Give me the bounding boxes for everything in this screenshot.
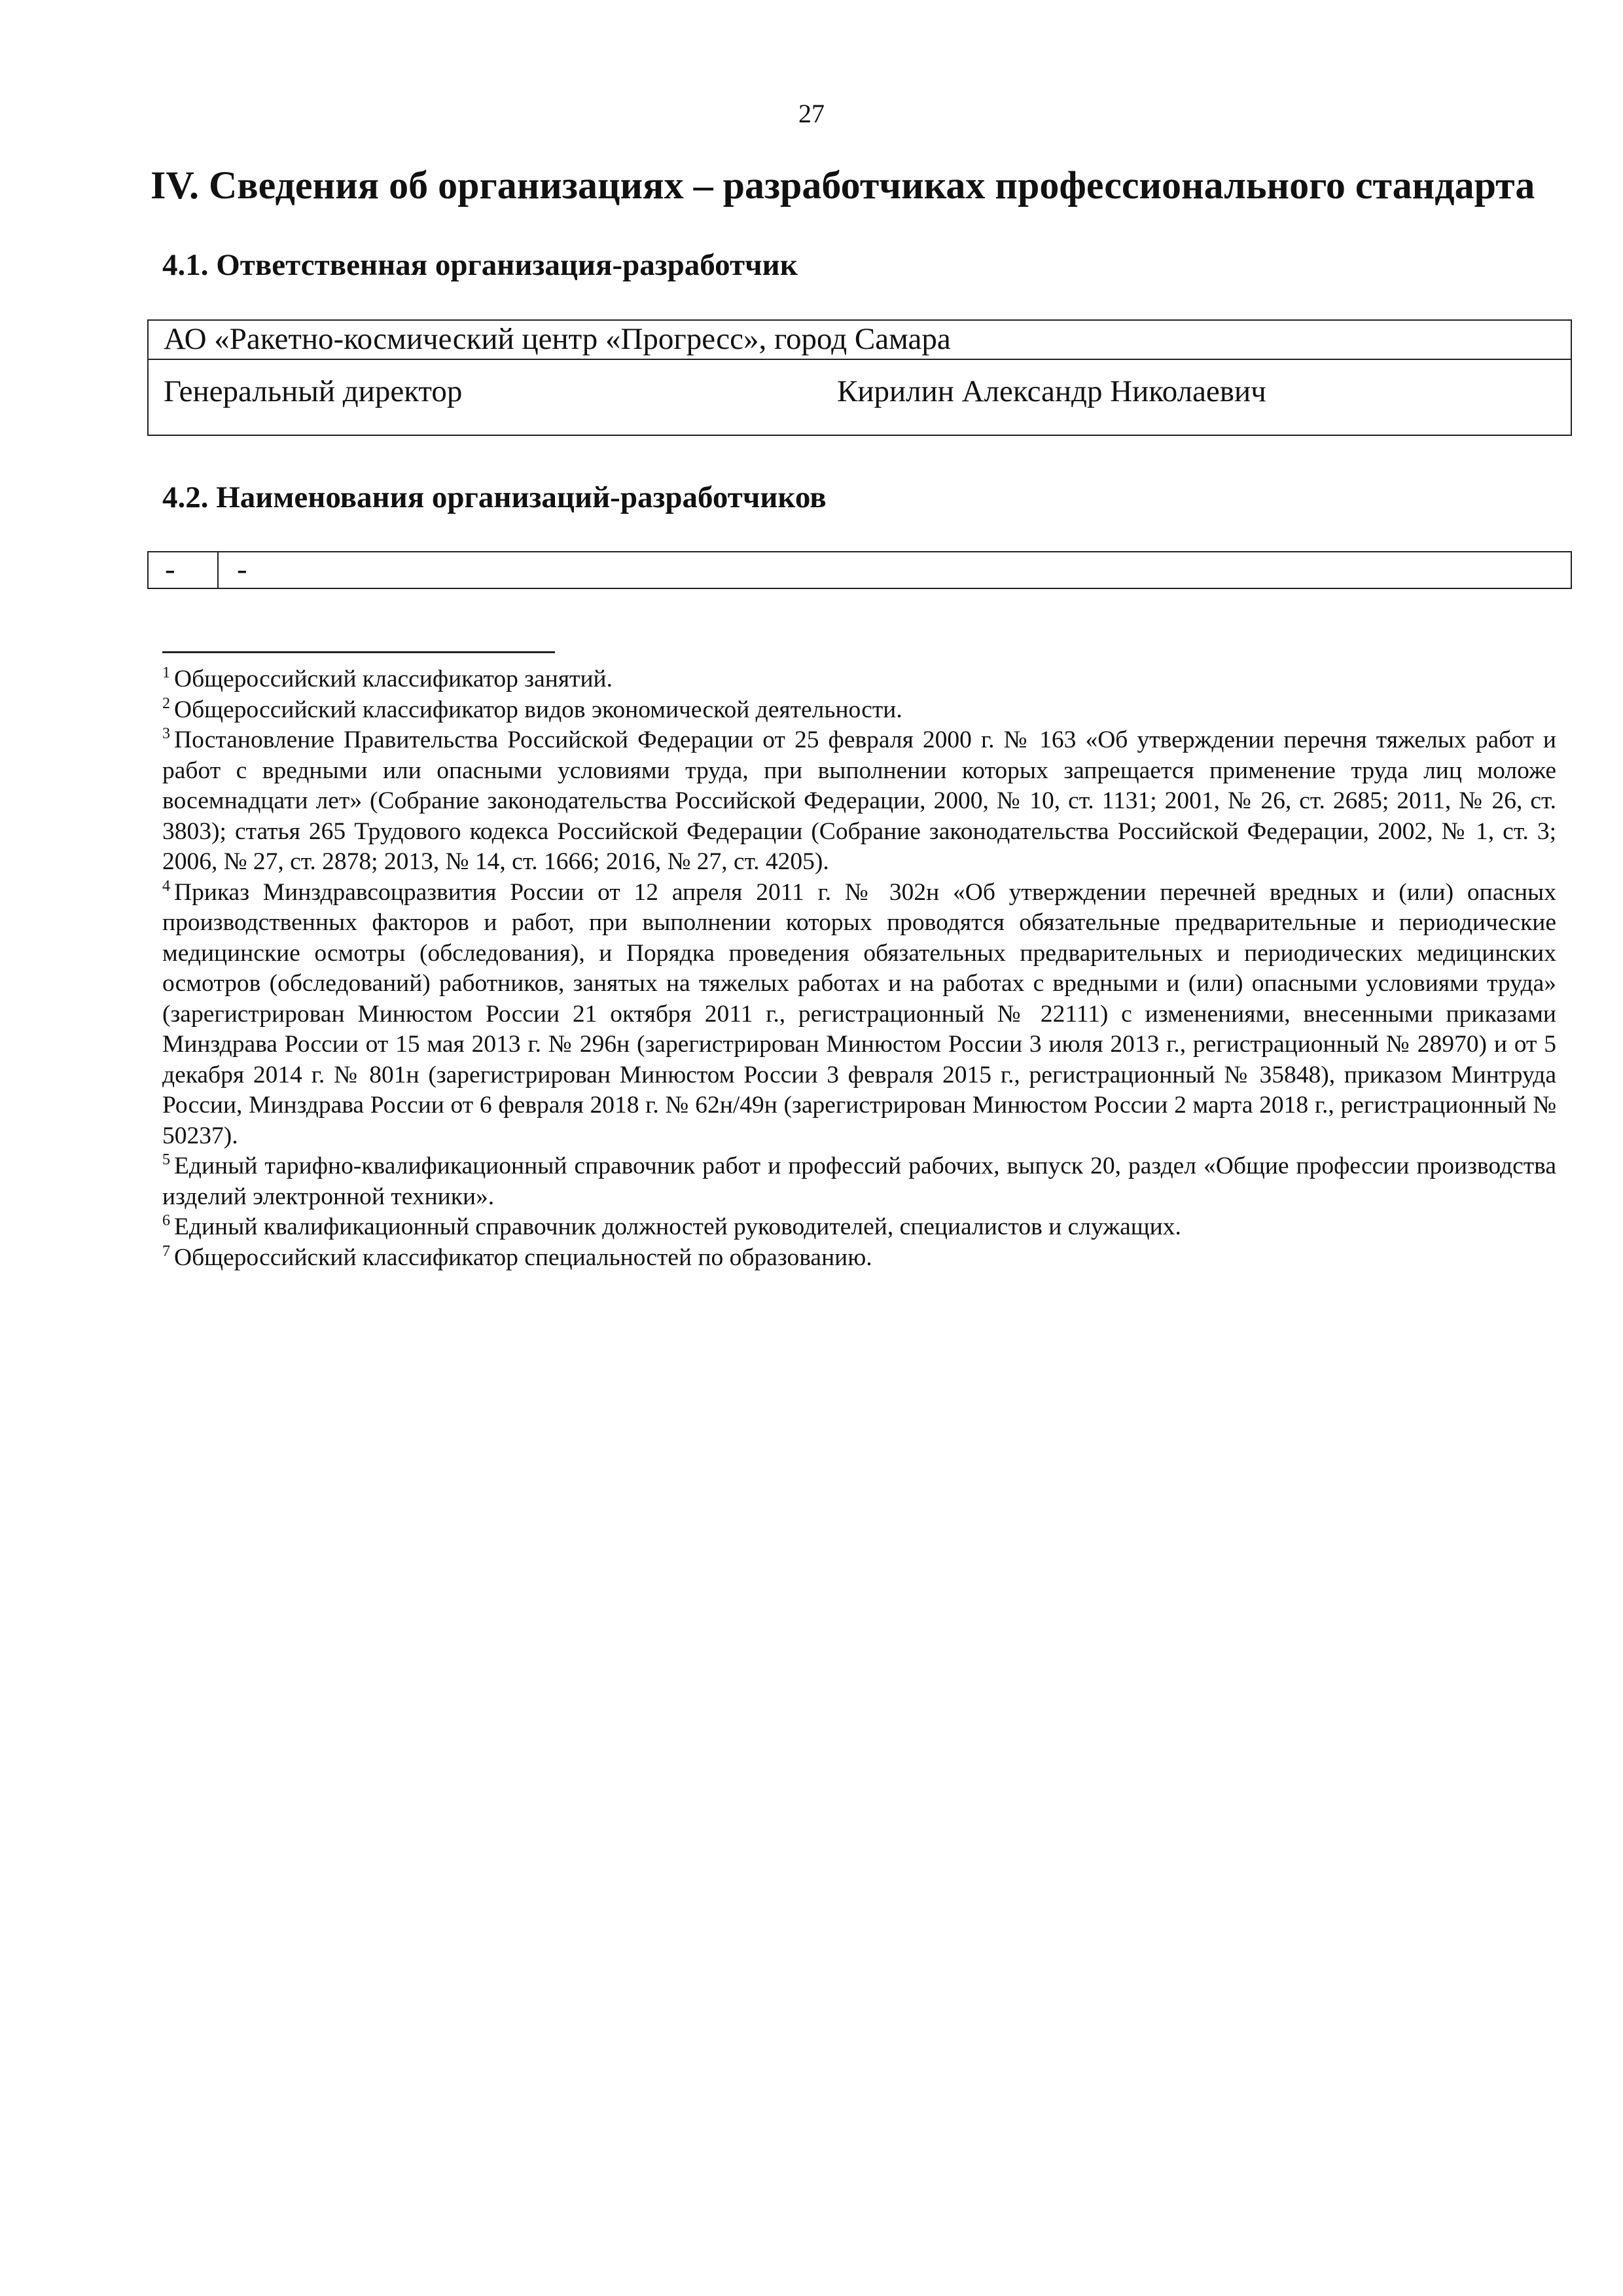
- footnote-text: Общероссийский классификатор занятий.: [174, 666, 613, 692]
- footnote: [162, 1151, 1556, 1212]
- org-head-row: [149, 359, 1571, 435]
- footnote-mark: 4: [162, 877, 170, 895]
- footnote-mark: 2: [162, 694, 170, 712]
- developer-row-number: -: [165, 552, 175, 586]
- org-name-row: [149, 321, 1571, 360]
- page-number: 27: [798, 99, 825, 128]
- footnote: [162, 878, 1556, 1152]
- footnote-text: Единый тарифно-квалификационный справочник работ и профессий рабочих, выпуск 20, раздел «Общие профессии производства изделий электронной техники».: [162, 1153, 1556, 1210]
- footnote-text: Единый квалификационный справочник должностей руководителей, специалистов и служащих.: [174, 1213, 1181, 1240]
- head-position: Генеральный директор: [164, 374, 463, 408]
- footnote-text: Приказ Минздравсоцразвития России от 12 апреля 2011 г. № 302н «Об утверждении перечней вредных и (или) опасных производственных факторов и работ, при выполнении которых проводятся обязательные предварительные и периодические медицинские осмотры (обследования), и Порядка проведения обязательных предварительных и периодических медицинских осмотров (обследований) работников, занятых на тяжелых работах и на работах с вредными и (или) опасными условиями труда» (зарегистрирован Минюстом России 21 октября 2011 г., регистрационный № 22111) с изменениями, внесенными приказами Минздрава России от 15 мая 2013 г. № 296н (зарегистрирован Минюстом России 3 июля 2013 г., регистрационный № 28970) и от 5 декабря 2014 г. № 801н (зарегистрирован Минюстом России 3 февраля 2015 г., регистрационный № 35848), приказом Минтруда России, Минздрава России от 6 февраля 2018 г. № 62н/49н (зарегистрирован Минюстом России 2 марта 2018 г., регистрационный № 50237).: [162, 878, 1556, 1149]
- footnote: [162, 664, 1556, 695]
- org-name: АО «Ракетно-космический центр «Прогресс», город Самара: [164, 322, 951, 356]
- responsible-org-heading: 4.1. Ответственная организация-разработчик: [162, 248, 798, 282]
- footnote: [162, 695, 1556, 726]
- section-title: IV. Сведения об организациях – разработчиках профессионального стандарта: [151, 164, 1535, 207]
- footnote-mark: 3: [162, 725, 170, 742]
- table-divider: [217, 552, 219, 588]
- responsible-org-table: [147, 319, 1572, 436]
- footnote-separator: [162, 651, 555, 653]
- footnotes: [162, 664, 1556, 1273]
- footnote-mark: 5: [162, 1151, 170, 1168]
- footnote-mark: 1: [162, 664, 170, 681]
- developer-orgs-table: [147, 551, 1572, 589]
- footnote-text: Общероссийский классификатор видов экономической деятельности.: [174, 696, 902, 723]
- footnote-text: Постановление Правительства Российской Федерации от 25 февраля 2000 г. № 163 «Об утверждении перечня тяжелых работ и работ с вредными или опасными условиями труда, при выполнении которых запрещается применение труда лиц моложе восемнадцати лет» (Собрание законодательства Российской Федерации, 2000, № 10, ст. 1131; 2001, № 26, ст. 2685; 2011, № 26, ст. 3803); статья 265 Трудового кодекса Российской Федерации (Собрание законодательства Российской Федерации, 2002, № 1, ст. 3; 2006, № 27, ст. 2878; 2013, № 14, ст. 1666; 2016, № 27, ст. 4205).: [162, 726, 1556, 875]
- footnote: [162, 1212, 1556, 1243]
- footnote-mark: 7: [162, 1242, 170, 1260]
- footnote-mark: 6: [162, 1212, 170, 1229]
- footnote: [162, 1243, 1556, 1274]
- footnote-text: Общероссийский классификатор специальностей по образованию.: [174, 1244, 872, 1271]
- footnote: [162, 725, 1556, 878]
- developer-orgs-heading: 4.2. Наименования организаций-разработчиков: [162, 480, 827, 514]
- developer-row-name: -: [237, 552, 247, 586]
- head-name: Кирилин Александр Николаевич: [837, 374, 1266, 408]
